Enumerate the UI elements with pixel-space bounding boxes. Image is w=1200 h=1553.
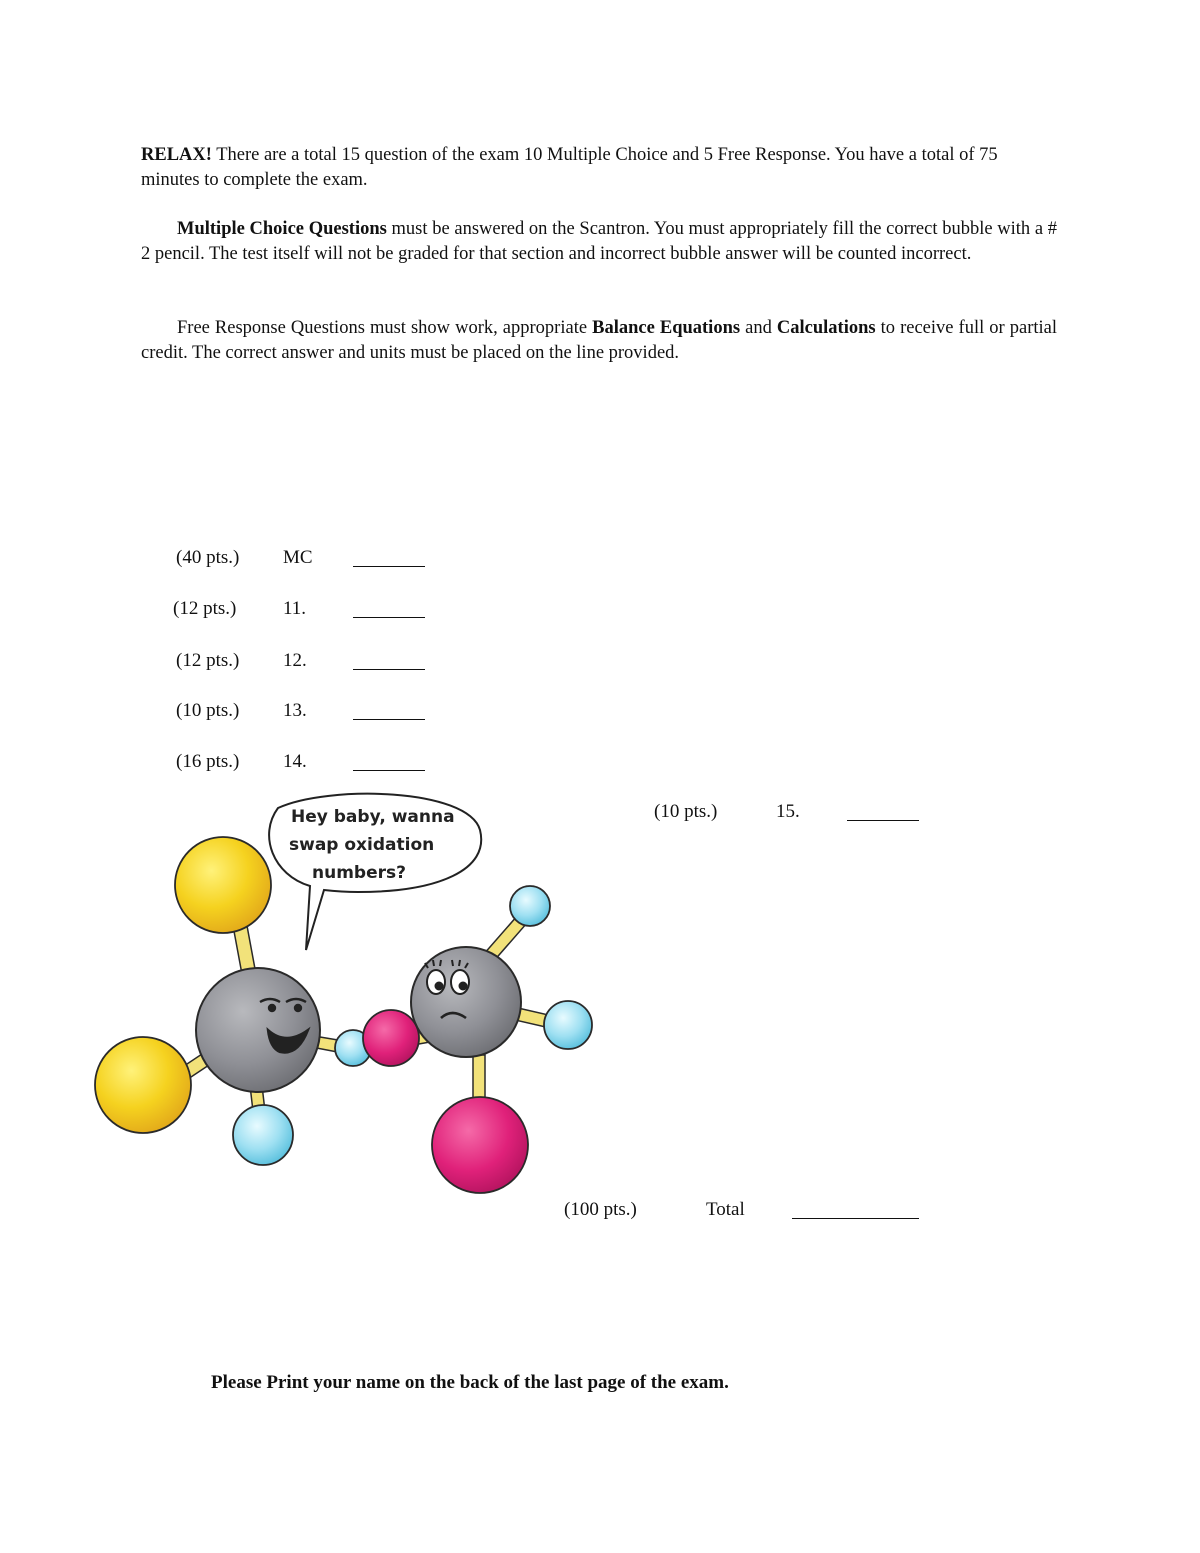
score-question: 12.	[283, 650, 307, 671]
score-question: 13.	[283, 700, 307, 721]
yellow-atom	[175, 837, 271, 933]
speech-line-1: Hey baby, wanna	[291, 807, 455, 827]
smiling-gray-atom	[196, 968, 320, 1092]
cyan-atom	[233, 1105, 293, 1165]
pink-atom	[432, 1097, 528, 1193]
molecule-cartoon	[88, 780, 608, 1200]
score-points: (40 pts.)	[176, 547, 240, 568]
score-points: (16 pts.)	[176, 751, 240, 772]
cyan-atom	[544, 1001, 592, 1049]
speech-bubble	[269, 794, 481, 950]
fr-text-2: and	[740, 318, 777, 338]
fr-text-1: Free Response Questions must show work, appropriate	[177, 318, 593, 338]
speech-line-3: numbers?	[312, 863, 406, 883]
score-question: MC	[283, 547, 313, 568]
relax-heading: RELAX!	[141, 145, 212, 165]
score-points: (100 pts.)	[564, 1199, 637, 1220]
intro-text: There are a total 15 question of the exam 10 Multiple Choice and 5 Free Response. You have a total of 75 minutes to complete the exam.	[141, 145, 998, 190]
score-blank-line[interactable]	[353, 566, 425, 567]
mc-text: must be answered on the Scantron. You must appropriately fill the correct bubble with a # 2 pencil. The test itself will not be graded for that section and incorrect bubble answer will be counted incorrect.	[141, 219, 1057, 264]
yellow-atom	[95, 1037, 191, 1133]
footer-instruction: Please Print your name on the back of the last page of the exam.	[211, 1372, 729, 1393]
fr-text-3: to receive full or partial credit. The correct answer and units must be placed on the line provided.	[141, 318, 1057, 363]
worried-gray-atom	[411, 947, 521, 1057]
calculations-term: Calculations	[776, 318, 876, 338]
pink-atom	[363, 1010, 419, 1066]
score-points: (12 pts.)	[176, 650, 240, 671]
score-blank-line[interactable]	[353, 770, 425, 771]
score-question: 11.	[283, 598, 307, 619]
speech-line-2: swap oxidation	[289, 835, 435, 855]
score-points: (12 pts.)	[173, 598, 237, 619]
score-question: 15.	[776, 801, 800, 822]
score-points: (10 pts.)	[654, 801, 718, 822]
score-blank-line[interactable]	[792, 1218, 919, 1219]
mc-heading: Multiple Choice Questions	[177, 219, 387, 239]
score-blank-line[interactable]	[847, 820, 919, 821]
balance-equations-term: Balance Equations	[592, 318, 741, 338]
intro-paragraph	[141, 143, 1057, 193]
cyan-atom	[510, 886, 550, 926]
score-points: (10 pts.)	[176, 700, 240, 721]
score-question: Total	[706, 1199, 745, 1220]
score-blank-line[interactable]	[353, 669, 425, 670]
score-blank-line[interactable]	[353, 617, 425, 618]
multiple-choice-paragraph	[141, 217, 1057, 267]
score-question: 14.	[283, 751, 307, 772]
free-response-paragraph	[141, 316, 1057, 366]
score-blank-line[interactable]	[353, 719, 425, 720]
